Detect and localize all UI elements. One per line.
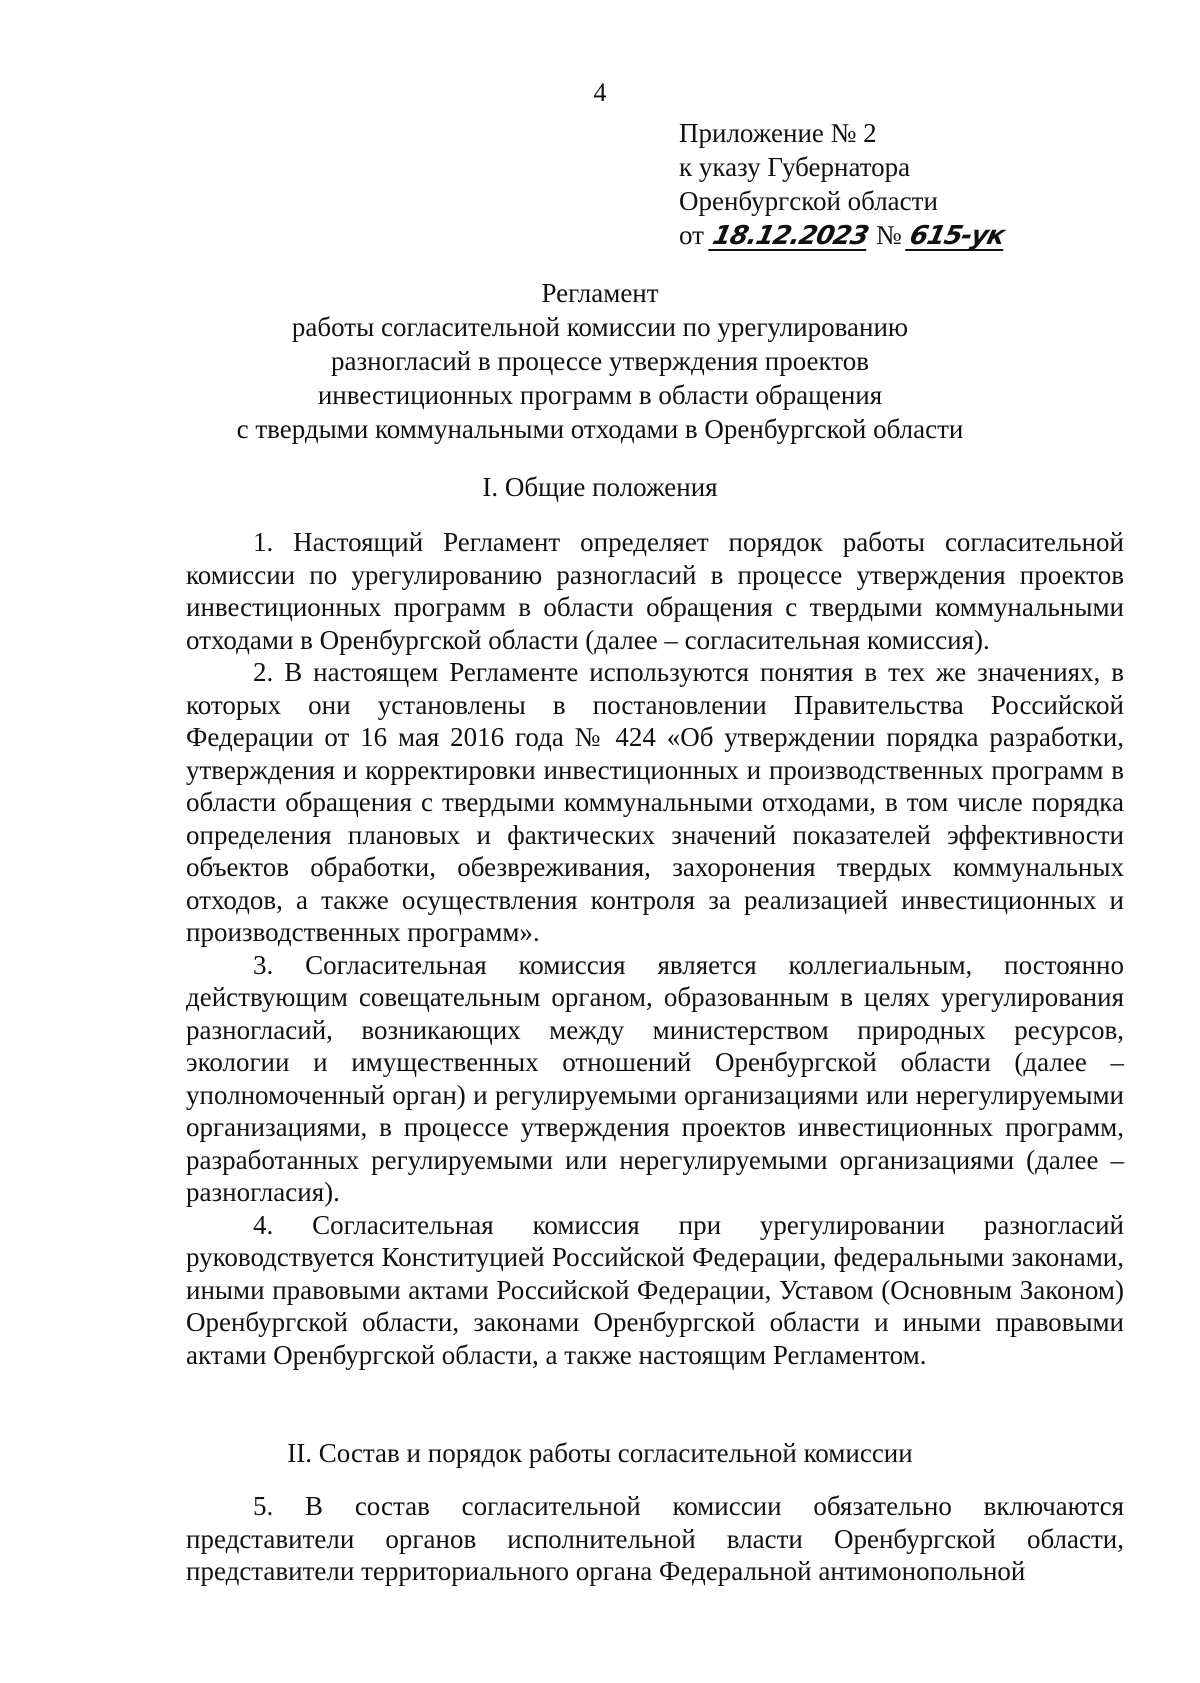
title-line: с твердыми коммунальными отходами в Оренбургской области: [236, 414, 964, 444]
document-title: [0, 276, 1200, 446]
handwritten-date: 18.12.2023: [709, 221, 871, 251]
section-heading-2: II. Состав и порядок работы согласительной комиссии: [287, 1438, 913, 1468]
section-heading-1: I. Общие положения: [482, 472, 718, 502]
paragraph-4: 4. Согласительная комиссия при урегулировании разногласий руководствуется Конституцией Российской Федерации, федеральными законами, иными правовыми актами Российской Федерации, Уставом (Основным Законом) Оренбургской области, законами Оренбургской области и иными правовыми актами Оренбургской области, а также настоящим Регламентом.: [186, 1209, 1124, 1370]
number-sign: №: [875, 220, 902, 250]
paragraph-1: 1. Настоящий Регламент определяет порядок работы согласительной комиссии по урегулированию разногласий в процессе утверждения проектов инвестиционных программ в области обращения с твердыми коммунальными отходами в Оренбургской области (далее – согласительная комиссия).: [186, 527, 1124, 655]
appendix-header: [679, 116, 1006, 252]
title-line: разногласий в процессе утверждения проектов: [330, 346, 869, 376]
page-number: 4: [593, 78, 607, 107]
paragraph-2: 2. В настоящем Регламенте используются понятия в тех же значениях, в которых они установлены в постановлении Правительства Российской Федерации от 16 мая 2016 года № 424 «Об утверждении порядка разработки, утверждения и корректировки инвестиционных и производственных программ в области обращения с твердыми коммунальными отходами, в том числе порядка определения плановых и фактических значений показателей эффективности объектов обработки, обезвреживания, захоронения твердых коммунальных отходов, а также осуществления контроля за реализацией инвестиционных и производственных программ».: [186, 657, 1124, 947]
handwritten-number: 615-ук: [907, 221, 1008, 251]
title-line: инвестиционных программ в области обращения: [317, 380, 883, 410]
appendix-line: Оренбургской области: [679, 186, 938, 216]
title-line: работы согласительной комиссии по урегулированию: [291, 312, 909, 342]
appendix-line: Приложение № 2: [679, 118, 877, 148]
paragraph-5: 5. В состав согласительной комиссии обязательно включаются представители органов исполнительной власти Оренбургской области, представители территориального органа Федеральной антимонопольной: [186, 1491, 1124, 1586]
section-1-body: [186, 526, 1124, 1371]
section-2-body: [186, 1490, 1124, 1588]
appendix-date-line: [679, 218, 1006, 252]
date-prefix: от: [679, 220, 704, 250]
paragraph-3: 3. Согласительная комиссия является коллегиальным, постоянно действующим совещательным органом, образованным в целях урегулирования разногласий, возникающих между министерством природных ресурсов, экологии и имущественных отношений Оренбургской области (далее – уполномоченный орган) и регулируемыми организациями или нерегулируемыми организациями, в процессе утверждения проектов инвестиционных программ, разработанных регулируемыми или нерегулируемыми организациями (далее – разногласия).: [186, 949, 1124, 1207]
title-line: Регламент: [541, 278, 659, 308]
appendix-line: к указу Губернатора: [679, 152, 911, 182]
